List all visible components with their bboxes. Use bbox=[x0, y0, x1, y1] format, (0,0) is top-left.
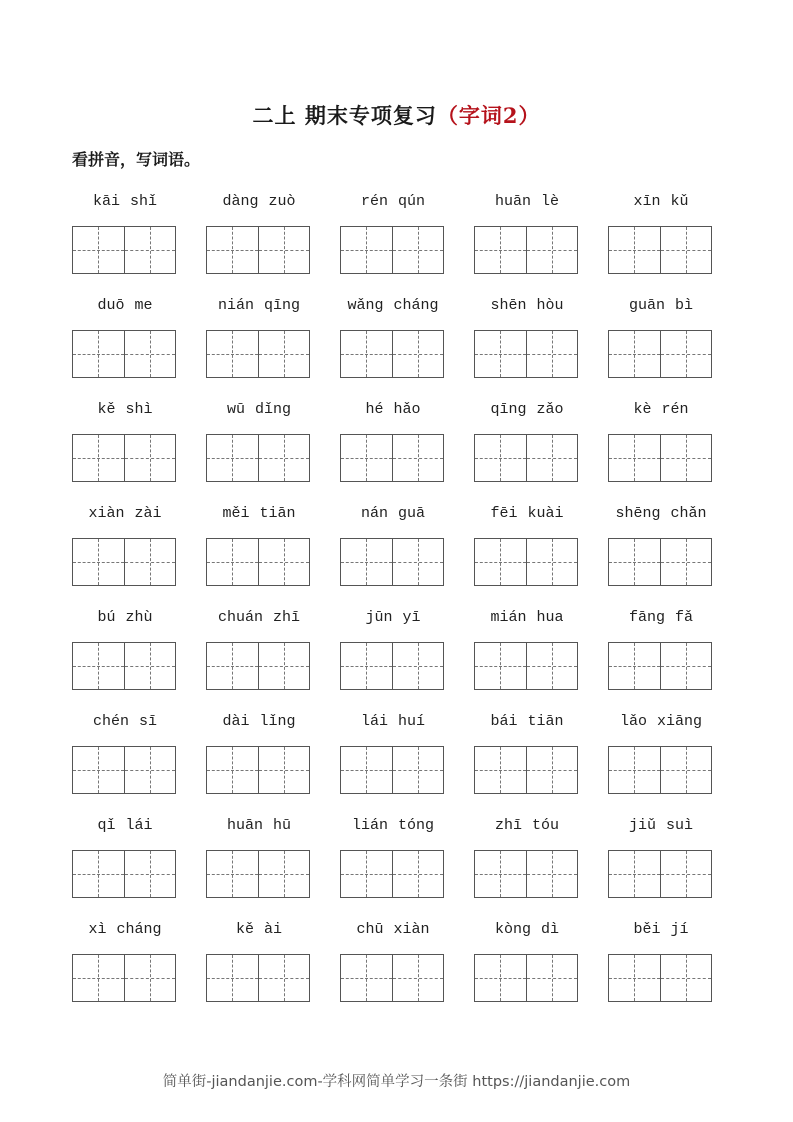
tianzige-box-pair bbox=[608, 538, 712, 586]
tianzige-box-pair bbox=[474, 850, 578, 898]
tianzige-cell[interactable] bbox=[258, 435, 310, 481]
word-item bbox=[474, 918, 580, 942]
word-item bbox=[206, 814, 312, 838]
pinyin-label bbox=[608, 190, 714, 214]
tianzige-box-pair bbox=[474, 434, 578, 482]
pinyin-label bbox=[206, 918, 312, 942]
tianzige-box-pair bbox=[340, 434, 444, 482]
tianzige-cell[interactable] bbox=[660, 955, 712, 1001]
tianzige-cell[interactable] bbox=[475, 435, 526, 481]
pinyin-syllable: zǎo bbox=[536, 401, 564, 418]
tianzige-box-pair bbox=[608, 330, 712, 378]
tianzige-cell[interactable] bbox=[207, 227, 258, 273]
tianzige-cell[interactable] bbox=[660, 539, 712, 585]
pinyin-label bbox=[206, 814, 312, 838]
pinyin-syllable: bú bbox=[97, 609, 116, 626]
tianzige-cell[interactable] bbox=[207, 955, 258, 1001]
tianzige-cell[interactable] bbox=[73, 747, 124, 793]
pinyin-label bbox=[206, 710, 312, 734]
tianzige-box-pair bbox=[474, 954, 578, 1002]
tianzige-box-pair bbox=[206, 434, 310, 482]
pinyin-label bbox=[474, 710, 580, 734]
word-item bbox=[72, 814, 178, 838]
pinyin-syllable: huān bbox=[226, 817, 263, 834]
word-item bbox=[72, 606, 178, 630]
pinyin-syllable: dài bbox=[222, 713, 250, 730]
exercise-row bbox=[72, 502, 712, 592]
word-item bbox=[72, 294, 178, 318]
tianzige-cell[interactable] bbox=[526, 331, 578, 377]
word-item bbox=[72, 502, 178, 526]
tianzige-cell[interactable] bbox=[258, 851, 310, 897]
tianzige-box-pair bbox=[206, 850, 310, 898]
tianzige-box-pair bbox=[206, 226, 310, 274]
tianzige-cell[interactable] bbox=[341, 435, 392, 481]
tianzige-cell[interactable] bbox=[124, 955, 176, 1001]
pinyin-syllable: kǔ bbox=[670, 193, 689, 210]
exercise-row bbox=[72, 918, 712, 1008]
word-item bbox=[340, 814, 446, 838]
tianzige-cell[interactable] bbox=[392, 539, 444, 585]
pinyin-syllable: xiàn bbox=[88, 505, 125, 522]
tianzige-box-pair bbox=[608, 850, 712, 898]
tianzige-cell[interactable] bbox=[526, 747, 578, 793]
word-item bbox=[206, 918, 312, 942]
tianzige-cell[interactable] bbox=[73, 851, 124, 897]
tianzige-box-pair bbox=[72, 850, 176, 898]
pinyin-label bbox=[340, 606, 446, 630]
tianzige-cell[interactable] bbox=[207, 851, 258, 897]
tianzige-cell[interactable] bbox=[526, 435, 578, 481]
tianzige-box-pair bbox=[474, 538, 578, 586]
pinyin-syllable: hé bbox=[365, 401, 384, 418]
tianzige-box-pair bbox=[72, 954, 176, 1002]
tianzige-cell[interactable] bbox=[341, 851, 392, 897]
pinyin-syllable: nán bbox=[360, 505, 388, 522]
tianzige-box-pair bbox=[474, 642, 578, 690]
tianzige-box-pair bbox=[608, 226, 712, 274]
tianzige-box-pair bbox=[608, 954, 712, 1002]
pinyin-syllable: fēi bbox=[490, 505, 518, 522]
pinyin-syllable: kòng bbox=[494, 921, 531, 938]
word-item bbox=[474, 398, 580, 422]
footer-watermark: 简单街-jiandanjie.com-学科网简单学习一条街 https://jiandanjie.com bbox=[162, 1074, 631, 1090]
tianzige-cell[interactable] bbox=[73, 227, 124, 273]
tianzige-cell[interactable] bbox=[73, 643, 124, 689]
pinyin-syllable: guān bbox=[628, 297, 665, 314]
tianzige-cell[interactable] bbox=[341, 643, 392, 689]
pinyin-syllable: shì bbox=[125, 401, 153, 418]
pinyin-syllable: guā bbox=[398, 505, 426, 522]
pinyin-syllable: shǐ bbox=[130, 193, 158, 210]
tianzige-cell[interactable] bbox=[609, 851, 660, 897]
tianzige-box-pair bbox=[72, 538, 176, 586]
tianzige-box-pair bbox=[206, 746, 310, 794]
tianzige-cell[interactable] bbox=[258, 331, 310, 377]
word-item bbox=[206, 710, 312, 734]
tianzige-box-pair bbox=[474, 226, 578, 274]
word-item bbox=[340, 918, 446, 942]
tianzige-box-pair bbox=[72, 642, 176, 690]
pinyin-syllable: qīng bbox=[490, 401, 527, 418]
word-item bbox=[206, 190, 312, 214]
tianzige-cell[interactable] bbox=[526, 539, 578, 585]
pinyin-label bbox=[474, 814, 580, 838]
pinyin-syllable: jiǔ bbox=[628, 817, 656, 834]
tianzige-cell[interactable] bbox=[660, 643, 712, 689]
tianzige-cell[interactable] bbox=[73, 955, 124, 1001]
exercise-row bbox=[72, 606, 712, 696]
pinyin-label bbox=[340, 710, 446, 734]
tianzige-cell[interactable] bbox=[660, 227, 712, 273]
pinyin-label bbox=[340, 398, 446, 422]
tianzige-box-pair bbox=[206, 330, 310, 378]
pinyin-syllable: zhī bbox=[494, 817, 522, 834]
pinyin-syllable: rén bbox=[360, 193, 388, 210]
pinyin-label bbox=[72, 710, 178, 734]
pinyin-label bbox=[608, 710, 714, 734]
pinyin-label bbox=[206, 190, 312, 214]
pinyin-syllable: me bbox=[134, 297, 153, 314]
word-item bbox=[72, 710, 178, 734]
pinyin-syllable: xiāng bbox=[657, 713, 703, 730]
title-highlight: （字词2） bbox=[436, 103, 541, 128]
tianzige-cell[interactable] bbox=[475, 643, 526, 689]
tianzige-cell[interactable] bbox=[609, 331, 660, 377]
pinyin-label bbox=[72, 294, 178, 318]
pinyin-label bbox=[608, 606, 714, 630]
pinyin-label bbox=[72, 398, 178, 422]
pinyin-label bbox=[608, 814, 714, 838]
word-item bbox=[72, 918, 178, 942]
pinyin-syllable: shēn bbox=[490, 297, 527, 314]
tianzige-box-pair bbox=[608, 434, 712, 482]
word-item bbox=[206, 398, 312, 422]
tianzige-cell[interactable] bbox=[392, 851, 444, 897]
pinyin-label bbox=[608, 398, 714, 422]
tianzige-cell[interactable] bbox=[475, 851, 526, 897]
pinyin-syllable: chū bbox=[356, 921, 384, 938]
tianzige-cell[interactable] bbox=[475, 227, 526, 273]
pinyin-syllable: zuò bbox=[268, 193, 296, 210]
tianzige-cell[interactable] bbox=[526, 643, 578, 689]
tianzige-cell[interactable] bbox=[73, 331, 124, 377]
pinyin-label bbox=[474, 606, 580, 630]
pinyin-label bbox=[340, 502, 446, 526]
pinyin-label bbox=[72, 502, 178, 526]
tianzige-cell[interactable] bbox=[475, 955, 526, 1001]
tianzige-box-pair bbox=[340, 538, 444, 586]
pinyin-syllable: wǎng bbox=[347, 297, 384, 314]
pinyin-syllable: huí bbox=[398, 713, 426, 730]
pinyin-syllable: dàng bbox=[222, 193, 259, 210]
word-item bbox=[474, 502, 580, 526]
tianzige-box-pair bbox=[608, 642, 712, 690]
pinyin-syllable: měi bbox=[222, 505, 250, 522]
pinyin-label bbox=[206, 606, 312, 630]
tianzige-cell[interactable] bbox=[207, 435, 258, 481]
tianzige-cell[interactable] bbox=[207, 539, 258, 585]
tianzige-cell[interactable] bbox=[526, 851, 578, 897]
pinyin-syllable: hòu bbox=[536, 297, 564, 314]
tianzige-box-pair bbox=[206, 538, 310, 586]
tianzige-cell[interactable] bbox=[258, 955, 310, 1001]
tianzige-box-pair bbox=[72, 330, 176, 378]
pinyin-syllable: lè bbox=[541, 193, 560, 210]
pinyin-syllable: hǎo bbox=[393, 401, 421, 418]
word-item bbox=[340, 710, 446, 734]
word-item bbox=[340, 502, 446, 526]
word-item bbox=[206, 294, 312, 318]
pinyin-syllable: cháng bbox=[116, 921, 162, 938]
tianzige-cell[interactable] bbox=[341, 331, 392, 377]
tianzige-box-pair bbox=[206, 642, 310, 690]
page-title bbox=[0, 100, 793, 130]
tianzige-box-pair bbox=[340, 746, 444, 794]
pinyin-label bbox=[206, 294, 312, 318]
word-item bbox=[340, 294, 446, 318]
tianzige-cell[interactable] bbox=[526, 955, 578, 1001]
tianzige-box-pair bbox=[340, 226, 444, 274]
word-item bbox=[340, 190, 446, 214]
pinyin-syllable: rén bbox=[661, 401, 689, 418]
tianzige-cell[interactable] bbox=[392, 331, 444, 377]
tianzige-cell[interactable] bbox=[609, 227, 660, 273]
tianzige-box-pair bbox=[72, 746, 176, 794]
tianzige-cell[interactable] bbox=[258, 539, 310, 585]
word-item bbox=[72, 398, 178, 422]
tianzige-cell[interactable] bbox=[341, 227, 392, 273]
pinyin-syllable: tóng bbox=[398, 817, 435, 834]
tianzige-cell[interactable] bbox=[392, 747, 444, 793]
tianzige-cell[interactable] bbox=[258, 747, 310, 793]
pinyin-syllable: jí bbox=[670, 921, 689, 938]
pinyin-syllable: qǐ bbox=[97, 817, 116, 834]
pinyin-syllable: lián bbox=[351, 817, 388, 834]
tianzige-cell[interactable] bbox=[660, 851, 712, 897]
pinyin-syllable: xiàn bbox=[393, 921, 430, 938]
pinyin-syllable: chén bbox=[92, 713, 129, 730]
tianzige-cell[interactable] bbox=[660, 747, 712, 793]
pinyin-syllable: xīn bbox=[633, 193, 661, 210]
pinyin-syllable: kě bbox=[235, 921, 254, 938]
pinyin-syllable: tiān bbox=[527, 713, 564, 730]
pinyin-label bbox=[340, 190, 446, 214]
pinyin-syllable: hū bbox=[273, 817, 292, 834]
pinyin-label bbox=[340, 918, 446, 942]
pinyin-syllable: kě bbox=[97, 401, 116, 418]
pinyin-syllable: huān bbox=[494, 193, 531, 210]
pinyin-syllable: chuán bbox=[217, 609, 263, 626]
tianzige-box-pair bbox=[340, 330, 444, 378]
tianzige-cell[interactable] bbox=[124, 227, 176, 273]
pinyin-syllable: dì bbox=[541, 921, 560, 938]
pinyin-syllable: dǐng bbox=[255, 401, 292, 418]
word-item bbox=[608, 502, 714, 526]
tianzige-cell[interactable] bbox=[341, 539, 392, 585]
word-item bbox=[608, 190, 714, 214]
tianzige-cell[interactable] bbox=[207, 643, 258, 689]
pinyin-label bbox=[608, 294, 714, 318]
pinyin-syllable: suì bbox=[666, 817, 694, 834]
pinyin-label bbox=[72, 814, 178, 838]
tianzige-cell[interactable] bbox=[73, 435, 124, 481]
tianzige-cell[interactable] bbox=[475, 747, 526, 793]
pinyin-syllable: duō bbox=[97, 297, 125, 314]
word-item bbox=[206, 502, 312, 526]
tianzige-cell[interactable] bbox=[660, 435, 712, 481]
tianzige-cell[interactable] bbox=[124, 539, 176, 585]
exercise-row bbox=[72, 294, 712, 384]
word-item bbox=[474, 710, 580, 734]
tianzige-cell[interactable] bbox=[609, 643, 660, 689]
tianzige-cell[interactable] bbox=[526, 227, 578, 273]
pinyin-syllable: ài bbox=[264, 921, 283, 938]
tianzige-cell[interactable] bbox=[124, 851, 176, 897]
pinyin-label bbox=[72, 606, 178, 630]
pinyin-syllable: yī bbox=[402, 609, 421, 626]
pinyin-syllable: bì bbox=[675, 297, 694, 314]
pinyin-syllable: běi bbox=[633, 921, 661, 938]
word-item bbox=[340, 606, 446, 630]
tianzige-box-pair bbox=[340, 642, 444, 690]
pinyin-syllable: zhī bbox=[273, 609, 301, 626]
tianzige-cell[interactable] bbox=[609, 435, 660, 481]
word-item bbox=[474, 294, 580, 318]
pinyin-syllable: lái bbox=[125, 817, 153, 834]
exercise-row bbox=[72, 710, 712, 800]
pinyin-syllable: tóu bbox=[532, 817, 560, 834]
pinyin-label bbox=[340, 294, 446, 318]
pinyin-syllable: cháng bbox=[393, 297, 439, 314]
pinyin-syllable: kè bbox=[633, 401, 652, 418]
pinyin-label bbox=[608, 502, 714, 526]
word-item bbox=[340, 398, 446, 422]
tianzige-box-pair bbox=[474, 330, 578, 378]
word-item bbox=[608, 294, 714, 318]
pinyin-syllable: zhù bbox=[125, 609, 153, 626]
tianzige-cell[interactable] bbox=[609, 747, 660, 793]
tianzige-cell[interactable] bbox=[660, 331, 712, 377]
pinyin-syllable: xì bbox=[88, 921, 107, 938]
pinyin-label bbox=[608, 918, 714, 942]
exercise-row bbox=[72, 190, 712, 280]
pinyin-syllable: shēng bbox=[615, 505, 661, 522]
tianzige-cell[interactable] bbox=[207, 331, 258, 377]
title-main: 二上 期末专项复习 bbox=[252, 103, 437, 128]
tianzige-box-pair bbox=[340, 954, 444, 1002]
tianzige-cell[interactable] bbox=[341, 955, 392, 1001]
pinyin-label bbox=[474, 502, 580, 526]
pinyin-syllable: mián bbox=[490, 609, 527, 626]
pinyin-syllable: fǎ bbox=[675, 609, 694, 626]
tianzige-cell[interactable] bbox=[73, 539, 124, 585]
pinyin-label bbox=[474, 190, 580, 214]
pinyin-label bbox=[206, 398, 312, 422]
tianzige-cell[interactable] bbox=[392, 643, 444, 689]
tianzige-box-pair bbox=[206, 954, 310, 1002]
pinyin-syllable: fāng bbox=[628, 609, 665, 626]
tianzige-cell[interactable] bbox=[392, 227, 444, 273]
tianzige-cell[interactable] bbox=[609, 955, 660, 1001]
word-item bbox=[206, 606, 312, 630]
tianzige-box-pair bbox=[72, 434, 176, 482]
tianzige-cell[interactable] bbox=[609, 539, 660, 585]
pinyin-label bbox=[474, 398, 580, 422]
pinyin-syllable: kuài bbox=[527, 505, 564, 522]
pinyin-syllable: tiān bbox=[259, 505, 296, 522]
pinyin-syllable: zài bbox=[134, 505, 162, 522]
pinyin-syllable: lǐng bbox=[259, 713, 296, 730]
tianzige-box-pair bbox=[72, 226, 176, 274]
pinyin-label bbox=[72, 190, 178, 214]
pinyin-label bbox=[206, 502, 312, 526]
tianzige-cell[interactable] bbox=[207, 747, 258, 793]
tianzige-cell[interactable] bbox=[124, 747, 176, 793]
pinyin-syllable: sī bbox=[139, 713, 158, 730]
tianzige-box-pair bbox=[608, 746, 712, 794]
word-item bbox=[474, 814, 580, 838]
tianzige-cell[interactable] bbox=[124, 643, 176, 689]
pinyin-syllable: jūn bbox=[365, 609, 393, 626]
tianzige-cell[interactable] bbox=[124, 435, 176, 481]
tianzige-cell[interactable] bbox=[392, 435, 444, 481]
word-item bbox=[608, 398, 714, 422]
pinyin-label bbox=[72, 918, 178, 942]
pinyin-syllable: kāi bbox=[92, 193, 120, 210]
instruction-heading: 看拼音，写词语。 bbox=[72, 150, 201, 169]
pinyin-label bbox=[474, 918, 580, 942]
pinyin-syllable: nián bbox=[217, 297, 254, 314]
tianzige-cell[interactable] bbox=[124, 331, 176, 377]
exercise-row bbox=[72, 814, 712, 904]
tianzige-cell[interactable] bbox=[475, 539, 526, 585]
pinyin-syllable: lái bbox=[360, 713, 388, 730]
tianzige-box-pair bbox=[340, 850, 444, 898]
pinyin-syllable: wū bbox=[226, 401, 245, 418]
word-item bbox=[608, 918, 714, 942]
word-item bbox=[474, 190, 580, 214]
tianzige-cell[interactable] bbox=[341, 747, 392, 793]
tianzige-box-pair bbox=[474, 746, 578, 794]
pinyin-label bbox=[474, 294, 580, 318]
word-item bbox=[474, 606, 580, 630]
word-item bbox=[608, 814, 714, 838]
exercise-row bbox=[72, 398, 712, 488]
word-item bbox=[608, 710, 714, 734]
tianzige-cell[interactable] bbox=[392, 955, 444, 1001]
tianzige-cell[interactable] bbox=[258, 643, 310, 689]
pinyin-syllable: chǎn bbox=[670, 505, 707, 522]
word-item bbox=[608, 606, 714, 630]
tianzige-cell[interactable] bbox=[475, 331, 526, 377]
pinyin-syllable: qīng bbox=[264, 297, 301, 314]
pinyin-label bbox=[340, 814, 446, 838]
tianzige-cell[interactable] bbox=[258, 227, 310, 273]
pinyin-syllable: bái bbox=[490, 713, 518, 730]
pinyin-syllable: qún bbox=[398, 193, 426, 210]
word-item bbox=[72, 190, 178, 214]
pinyin-syllable: lǎo bbox=[619, 713, 647, 730]
pinyin-syllable: hua bbox=[536, 609, 564, 626]
